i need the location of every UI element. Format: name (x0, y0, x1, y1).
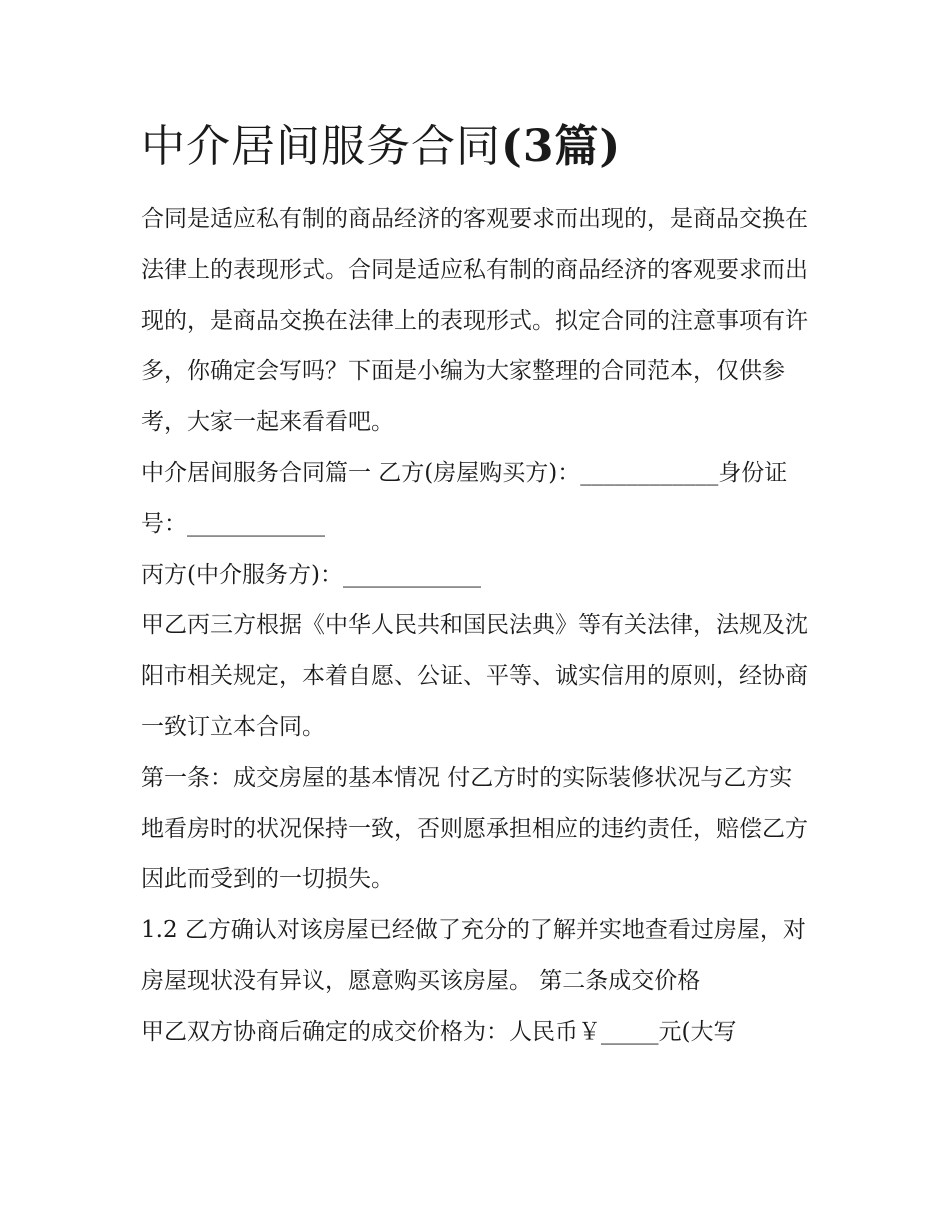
party-b-line: 中介居间服务合同篇一 乙方(房屋购买方)：____________身份证号：____________ (141, 459, 788, 537)
document-page (141, 110, 813, 1058)
price-paragraph: 甲乙双方协商后确定的成交价格为：人民币￥_____元(大写 (141, 1018, 737, 1045)
party-c-line: 丙方(中介服务方)：____________ (141, 561, 481, 588)
document-title (141, 110, 813, 184)
title-text: 中介居间服务合同 (141, 121, 501, 172)
clause-1-2-paragraph: 1.2 乙方确认对该房屋已经做了充分的了解并实地查看过房屋，对房屋现状没有异议，愿意购买该房屋。 第二条成交价格 (141, 917, 806, 994)
article-one-paragraph: 第一条：成交房屋的基本情况 付乙方时的实际装修状况与乙方实地看房时的状况保持一致，否则愿承担相应的违约责任，赔偿乙方因此而受到的一切损失。 (141, 764, 808, 893)
legal-basis-paragraph: 甲乙丙三方根据《中华人民共和国民法典》等有关法律，法规及沈阳市相关规定，本着自愿、公证、平等、诚实信用的原则，经协商一致订立本合同。 (141, 612, 808, 740)
intro-paragraph: 合同是适应私有制的商品经济的客观要求而出现的，是商品交换在法律上的表现形式。合同是适应私有制的商品经济的客观要求而出现的，是商品交换在法律上的表现形式。拟定合同的注意事项有许多，你确定会写吗？下面是小编为大家整理的合同范本，仅供参考，大家一起来看看吧。 (141, 206, 808, 436)
title-count: (3篇) (501, 121, 622, 172)
